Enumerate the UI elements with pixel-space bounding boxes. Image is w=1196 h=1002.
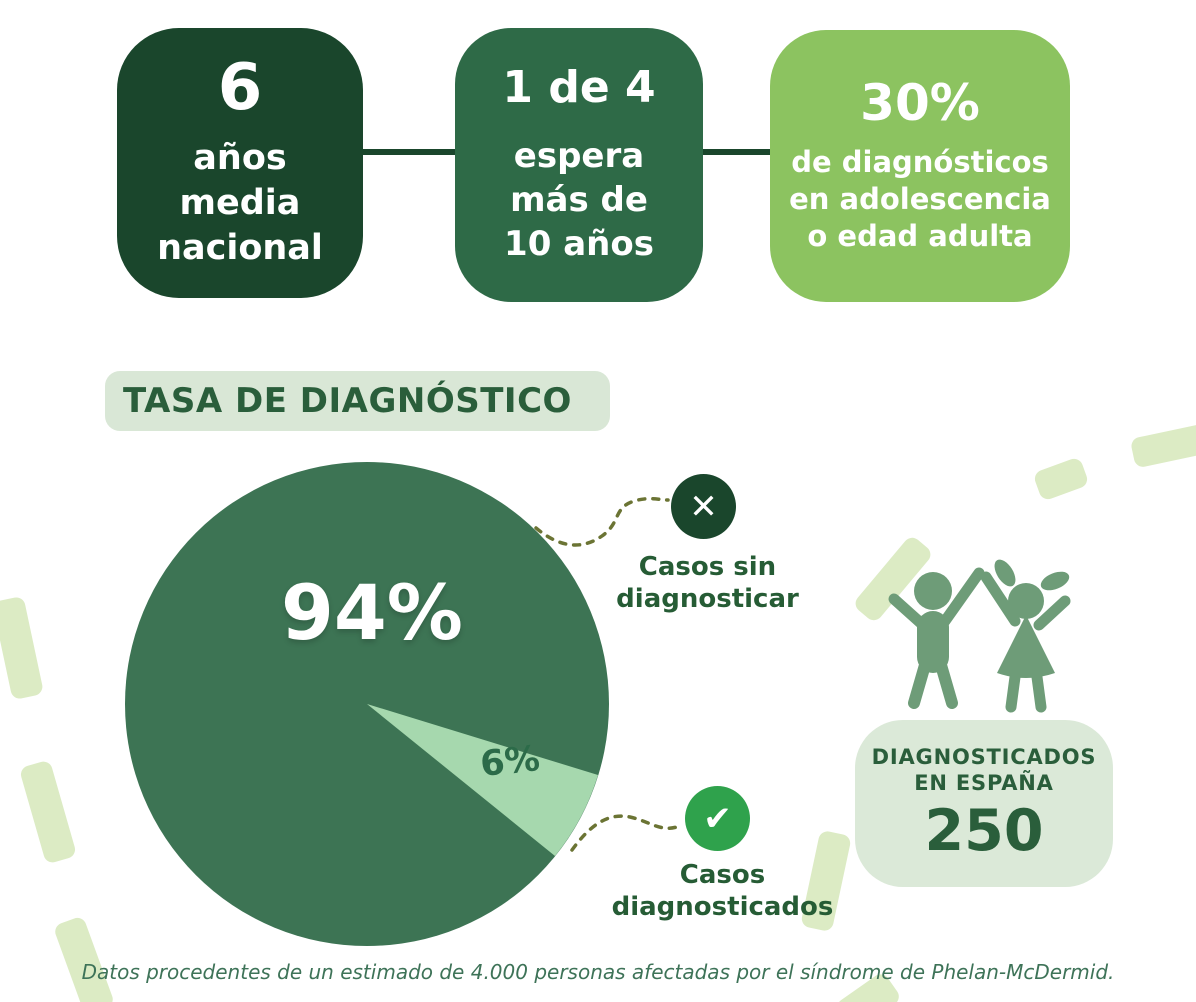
x-glyph: ✕ xyxy=(689,486,718,527)
x-icon xyxy=(671,474,736,539)
check-icon xyxy=(685,786,750,851)
stat-description xyxy=(789,144,1051,255)
stat-line: años xyxy=(193,138,287,179)
stat-line: espera xyxy=(513,135,645,176)
decorative-dash xyxy=(1130,421,1196,468)
spain-value: 250 xyxy=(924,798,1044,865)
pie-chart xyxy=(125,462,609,946)
stat-card-adolescencia xyxy=(770,30,1070,302)
section-title: TASA DE DIAGNÓSTICO xyxy=(105,371,610,431)
legend-line: Casos sin xyxy=(638,552,777,582)
legend-line: Casos xyxy=(679,860,766,890)
spain-diagnosed-card xyxy=(855,720,1113,887)
legend-undiagnosed-label xyxy=(610,552,805,615)
stat-card-espera xyxy=(455,28,703,302)
stat-line: 10 años xyxy=(504,224,654,265)
decorative-dash xyxy=(53,915,116,1002)
decorative-dash xyxy=(1032,456,1089,501)
pie-label-94: 94% xyxy=(281,568,463,657)
decorative-dash xyxy=(19,760,77,865)
pie-label-6: 6% xyxy=(478,739,542,785)
legend-diagnosed-label xyxy=(610,860,835,923)
decorative-dash xyxy=(0,596,44,700)
stat-line: o edad adulta xyxy=(807,218,1033,253)
children-icon xyxy=(883,555,1075,719)
legend-line: diagnosticados xyxy=(611,891,834,922)
stat-line: de diagnósticos xyxy=(791,144,1049,179)
stat-value: 1 de 4 xyxy=(502,61,656,113)
stat-line: nacional xyxy=(157,227,323,268)
legend-line: diagnosticar xyxy=(616,583,799,614)
stat-box-connector xyxy=(703,149,770,155)
stat-value: 30% xyxy=(860,74,980,133)
stat-card-media-nacional xyxy=(117,28,363,298)
stat-line: más de xyxy=(510,180,648,221)
stat-description xyxy=(157,136,323,270)
check-glyph: ✔ xyxy=(703,798,732,839)
stat-line: media xyxy=(179,183,301,224)
stat-value: 6 xyxy=(217,51,263,126)
stat-description xyxy=(504,134,654,267)
spain-label-line1: DIAGNOSTICADOS xyxy=(871,744,1097,769)
footnote: Datos procedentes de un estimado de 4.000 personas afectadas por el síndrome de Phelan-McDermid. xyxy=(81,960,1115,984)
spain-label-line2: EN ESPAÑA xyxy=(914,771,1054,796)
stat-box-connector xyxy=(363,149,455,155)
pie-chart-svg xyxy=(125,462,609,946)
stat-line: en adolescencia xyxy=(789,181,1051,216)
